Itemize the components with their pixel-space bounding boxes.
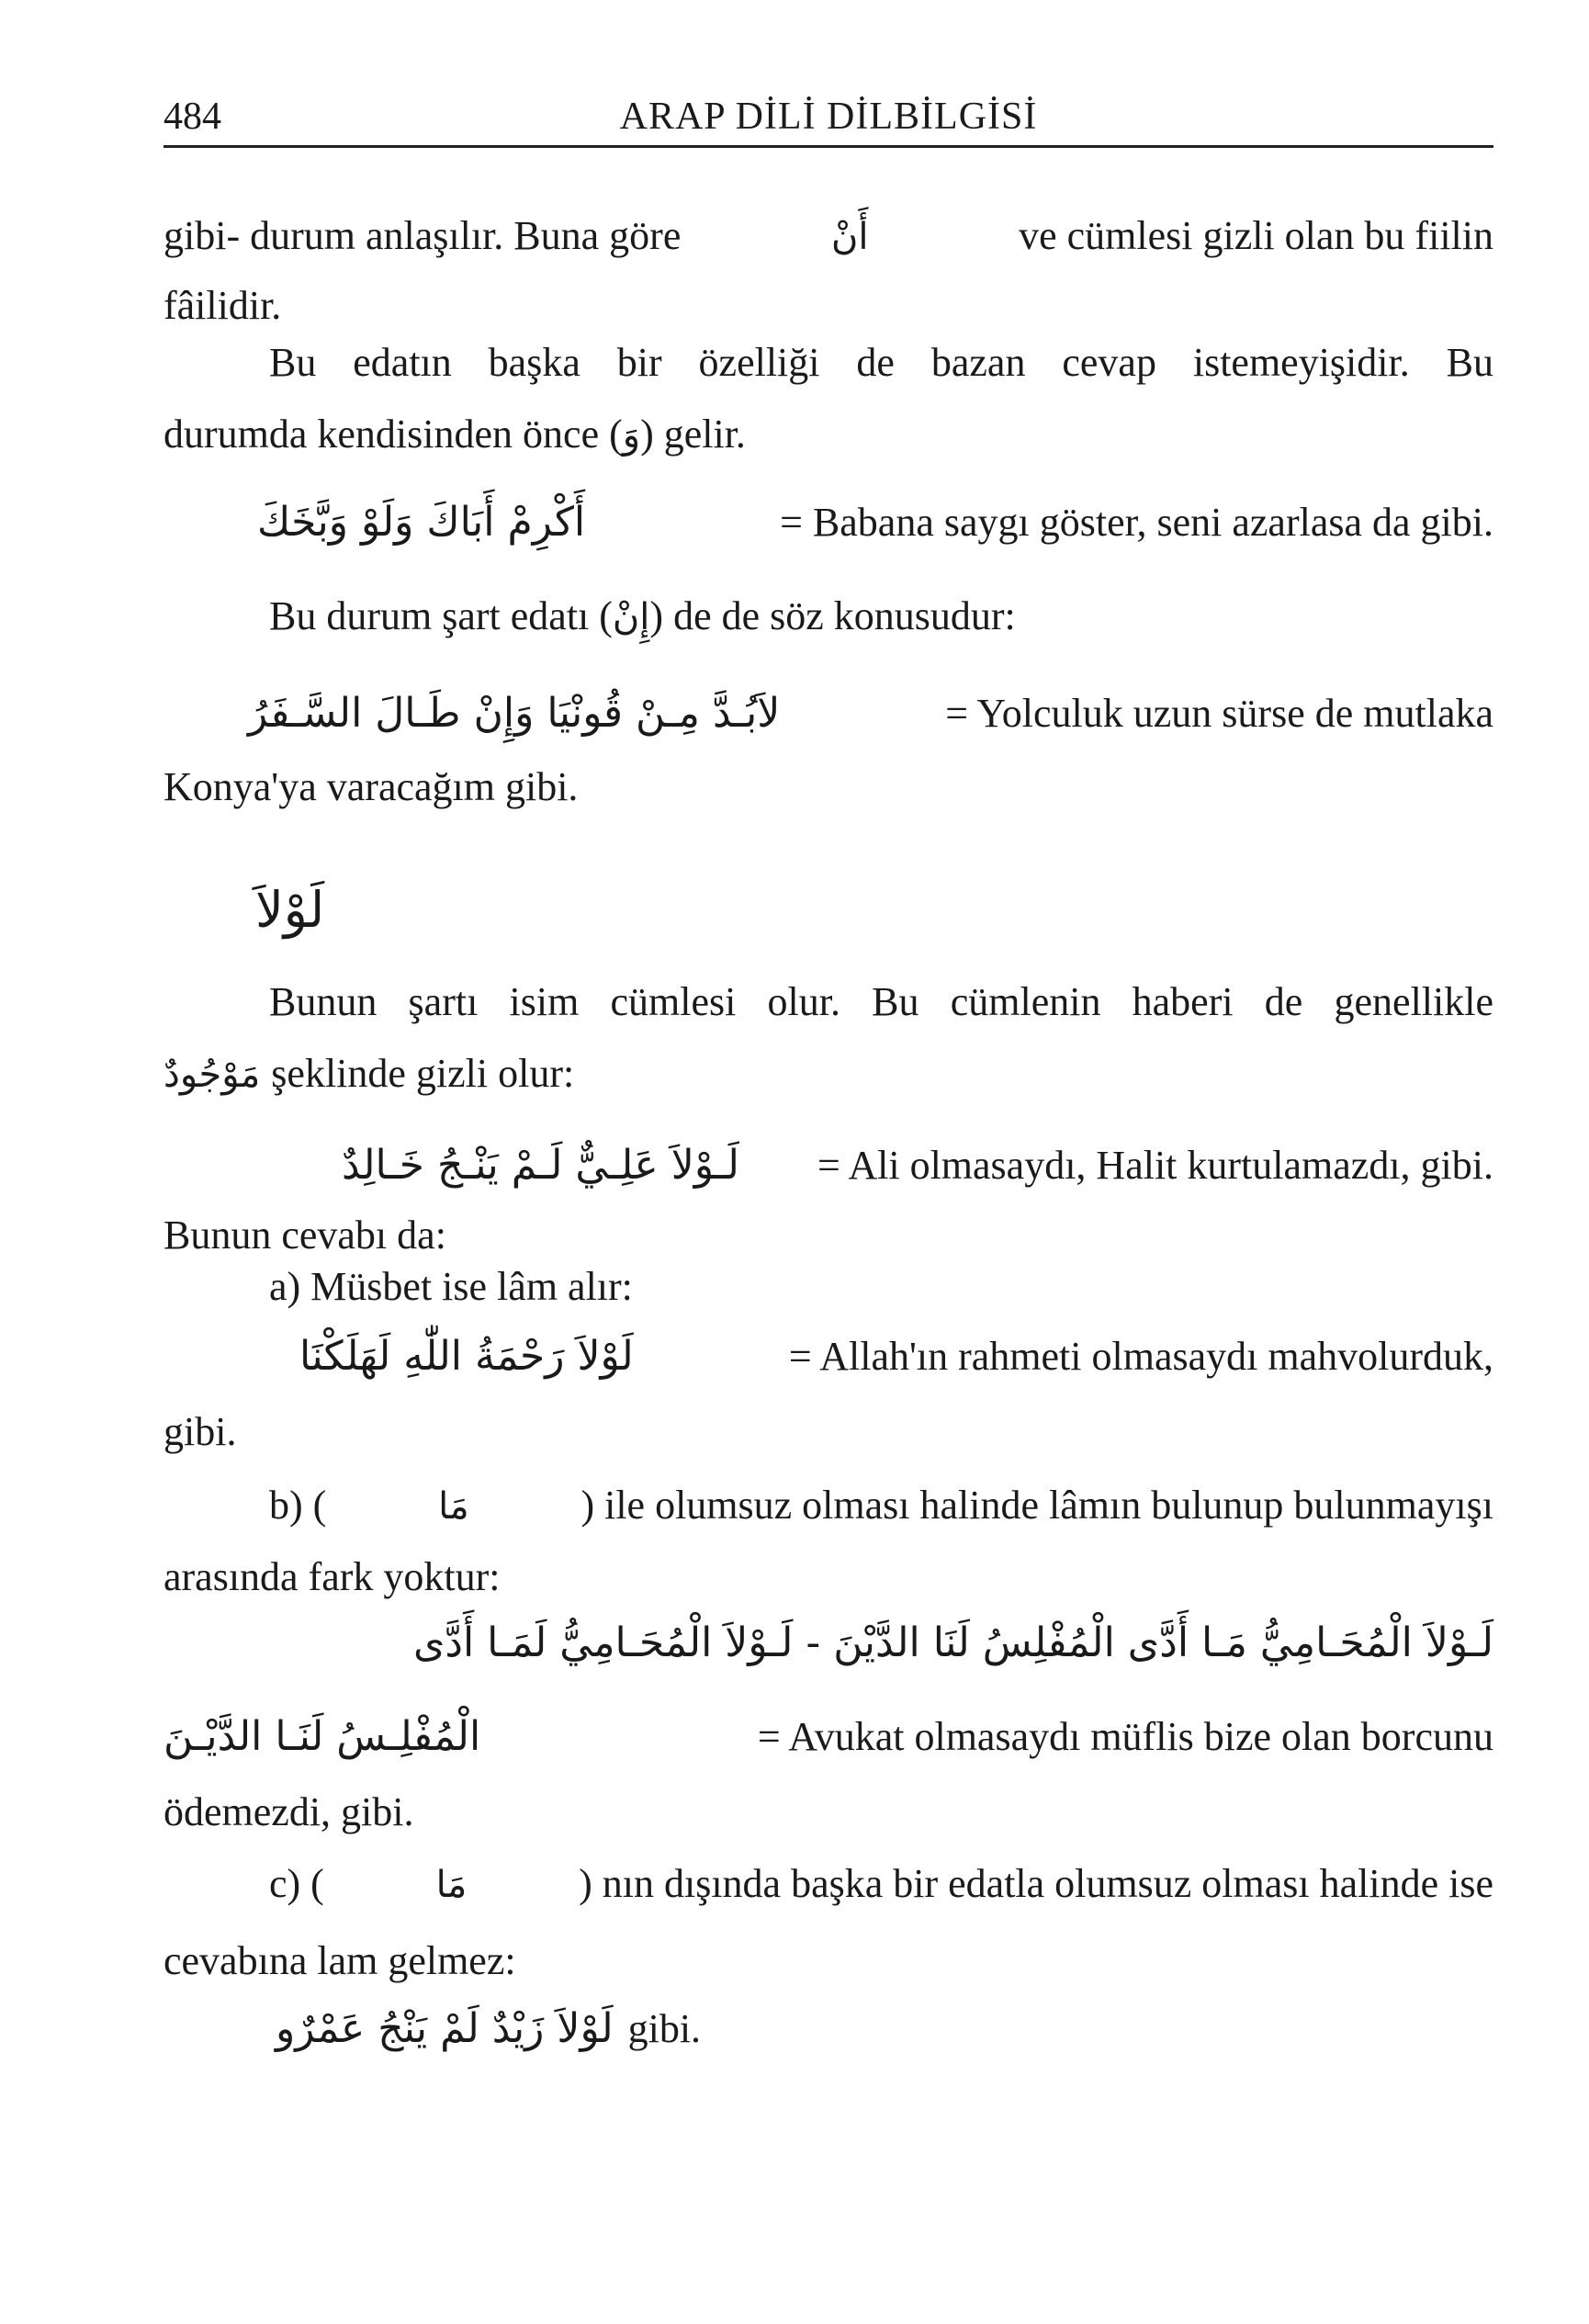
- arabic-example: لَوْلاَ رَحْمَةُ اللّٰهِ لَهَلَكْنَا: [299, 1333, 634, 1380]
- text-line: a) Müsbet ise lâm alır:: [269, 1264, 633, 1309]
- text-line: fâilidir.: [163, 283, 282, 328]
- example-line: [257, 496, 1493, 549]
- text-segment: ) de de söz konusudur:: [649, 593, 1016, 638]
- text-segment: durumda kendisinden önce (: [163, 412, 623, 457]
- arabic-example: لَوْلاَ زَيْدٌ لَمْ يَنْجُ عَمْرٌو: [276, 2005, 614, 2052]
- translation: gibi.: [627, 2006, 702, 2051]
- translation: = Yolculuk uzun sürse de mutlaka: [945, 691, 1493, 736]
- arabic-word: مَا: [438, 1485, 469, 1528]
- arabic-word: أَنْ: [830, 216, 869, 258]
- translation: = Avukat olmasaydı müflis bize olan borcunu: [757, 1714, 1493, 1759]
- section-heading: [255, 881, 325, 941]
- translation: = Babana saygı göster, seni azarlasa da gibi.: [780, 500, 1493, 545]
- text-line: [163, 209, 1493, 264]
- page-header: [163, 92, 1493, 148]
- arabic-word: مَوْجُودٌ: [163, 1054, 261, 1096]
- translation: = Ali olmasaydı, Halit kurtulamazdı, gibi.: [817, 1143, 1493, 1188]
- text-line: [269, 1479, 1493, 1533]
- arabic-letter: وَ: [622, 414, 641, 457]
- example-line: [248, 687, 1493, 740]
- text-line: Bunun cevabı da:: [163, 1213, 446, 1258]
- text-line: ödemezdi, gibi.: [163, 1789, 414, 1834]
- text-line: gibi.: [163, 1409, 237, 1454]
- page-number: 484: [163, 96, 221, 138]
- text-line: Bu edatın başka bir özelliği de bazan cevap istemeyişidir. Bu: [269, 340, 1493, 385]
- example-line: [261, 1617, 1493, 1670]
- text-segment: b) (: [269, 1483, 327, 1528]
- text-segment: ) nın dışında başka bir edatla olumsuz olması halinde ise: [579, 1861, 1493, 1906]
- text-line: [269, 1857, 1493, 1912]
- text-segment: ) gelir.: [640, 412, 746, 457]
- text-segment: c) (: [269, 1861, 324, 1906]
- text-line: Konya'ya varacağım gibi.: [163, 764, 579, 809]
- arabic-word: مَا: [435, 1864, 468, 1906]
- text-line: arasında fark yoktur:: [163, 1554, 501, 1599]
- example-line: [342, 1139, 1493, 1192]
- text-segment: gibi- durum anlaşılır. Buna göre: [163, 213, 682, 258]
- running-title: ARAP DİLİ DİLBİLGİSİ: [619, 96, 1038, 138]
- translation: = Allah'ın rahmeti olmasaydı mahvolurduk,: [788, 1334, 1493, 1379]
- arabic-example: لَـوْلاَ الْمُحَـامِيُّ مَـا أَدَّى الْمُفْلِسُ لَنَا الدَّيْنَ - لَـوْلاَ الْمُحَـامِيُّ لَمَـا أَدَّى: [412, 1619, 1493, 1666]
- text-line: [163, 1047, 574, 1101]
- text-segment: şeklinde gizli olur:: [271, 1051, 575, 1096]
- text-line: Bunun şartı isim cümlesi olur. Bu cümlenin haberi de genellikle: [269, 979, 1493, 1024]
- text-segment: Bu durum şart edatı (: [269, 593, 613, 638]
- arabic-example: لَـوْلاَ عَلِـيٌّ لَـمْ يَنْـجُ خَـالِدٌ: [342, 1142, 739, 1189]
- arabic-example: الْمُفْلِـسُ لَنَـا الدَّيْـنَ: [163, 1713, 481, 1760]
- text-line: [163, 408, 746, 462]
- example-line: [299, 1330, 1493, 1383]
- text-line: cevabına lam gelmez:: [163, 1938, 516, 1983]
- text-line: [269, 590, 1016, 644]
- text-segment: ) ile olumsuz olması halinde lâmın bulunup bulunmayışı: [580, 1483, 1493, 1528]
- arabic-word: إِنْ: [612, 596, 650, 638]
- text-segment: ve cümlesi gizli olan bu fiilin: [1019, 213, 1493, 258]
- heading-arabic: لَوْلاَ: [255, 881, 325, 939]
- arabic-example: أَكْرِمْ أَبَاكَ وَلَوْ وَبَّخَكَ: [257, 499, 586, 546]
- example-line: [163, 1710, 1493, 1764]
- arabic-example: لاَبُـدَّ مِـنْ قُونْيَا وَإِنْ طَـالَ السَّـفَرُ: [248, 690, 781, 737]
- example-line: [276, 2002, 701, 2056]
